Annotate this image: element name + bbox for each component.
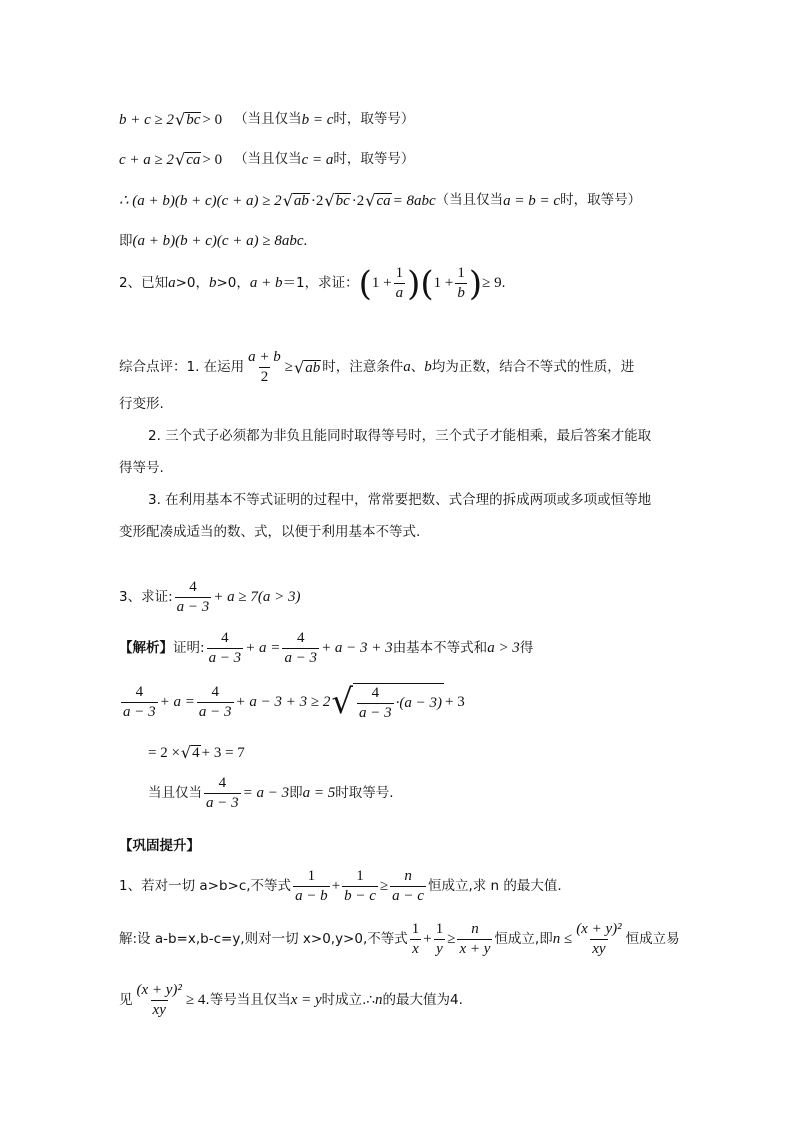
- solution-line-1: [119, 631, 533, 666]
- fraction: $\frac{4}{a - 3}$: [359, 685, 392, 721]
- plus: +: [423, 931, 432, 947]
- fraction: $\frac{1}{a}$: [395, 265, 404, 301]
- expr: (a + b)(b + c)(c + a) ≥ 8abc: [132, 233, 304, 249]
- expr-tail: > 0: [202, 111, 223, 128]
- var: a + b: [249, 275, 283, 291]
- solution-line-3: [148, 745, 245, 761]
- condition: c = a: [301, 151, 334, 168]
- comment-line-5: 3. 在利用基本不等式证明的过程中，常常要把数、式合理的拆成两项或多项或恒等地: [148, 492, 652, 508]
- plus: +: [331, 878, 341, 894]
- sqrt-bc: √ bc: [324, 191, 350, 210]
- text: 证明:: [173, 639, 205, 656]
- condition: a = 5: [302, 785, 336, 801]
- equation-line-1: [119, 112, 414, 128]
- text: 的最大值为4.: [382, 991, 463, 1008]
- sqrt-ab: √ ab: [282, 191, 309, 210]
- comment-line-4: 得等号.: [119, 460, 164, 476]
- question-2: 2、已知 a >0， b >0， a + b ＝1，求证： ( 1 + $\frac{1}{a}$ )( 1 + $\frac{1}{b}$ ) ≥ 9 .: [119, 263, 506, 304]
- expr: = a − 3: [242, 785, 290, 801]
- var: a: [168, 275, 176, 291]
- fraction: $\frac{a + b}{2}$: [248, 349, 281, 385]
- expr: + a =: [245, 640, 281, 656]
- expr: + a − 3 + 3 ≥ 2: [235, 693, 331, 710]
- comment-line-2: 行变形.: [119, 396, 164, 412]
- comment-line-3: 2. 三个式子必须都为非负且能同时取得等号时，三个式子才能相乘，最后答案才能取: [148, 428, 652, 444]
- solution-line-2: [119, 683, 465, 721]
- term: 1 +: [371, 275, 392, 291]
- fraction: $\frac{n}{a - c}$: [392, 868, 424, 904]
- ge: ≥: [447, 931, 456, 947]
- expr: ·(a − 3): [395, 695, 443, 711]
- fraction: $\frac{4}{a - 3}$: [206, 775, 239, 811]
- note: （当且仅当: [234, 111, 302, 128]
- expr: ≥ 4: [185, 992, 206, 1008]
- sqrt-ca: √ ca: [365, 191, 391, 210]
- expr: = 2 ×: [148, 744, 180, 761]
- term: 1 +: [433, 275, 454, 291]
- fraction: $\frac{4}{a - 3}$: [123, 683, 156, 720]
- condition: a > 3: [487, 640, 520, 656]
- text: >0，: [216, 274, 250, 291]
- fraction: $\frac{4}{a - 3}$: [284, 630, 318, 666]
- expr-tail: > 0: [202, 151, 223, 168]
- ge: ≥: [379, 878, 389, 894]
- text: .等号当且仅当: [205, 991, 291, 1008]
- fraction: $\frac{4}{a - 3}$: [198, 683, 232, 720]
- comment-line-1: [119, 350, 634, 385]
- text: >0，: [175, 274, 209, 291]
- text: 均为正数，结合不等式的性质，进: [431, 358, 635, 375]
- fraction: $\frac{\text{(x + y)²}}{xy}$: [136, 982, 182, 1018]
- expr: n ≤: [552, 931, 573, 947]
- note-end: 时，取等号）: [333, 151, 415, 168]
- expr: + a − 3 + 3: [321, 640, 393, 656]
- problem-1-solution: [119, 922, 680, 957]
- fraction: $\frac{1}{b}$: [457, 265, 465, 301]
- equation-line-4: [119, 234, 307, 249]
- ge: ≥: [284, 359, 294, 375]
- prefix: 即: [119, 232, 133, 249]
- period: .: [501, 275, 506, 291]
- fraction: $\frac{\text{(x + y)²}}{xy}$: [576, 921, 622, 957]
- expr: c + a ≥ 2: [119, 151, 175, 168]
- sqrt: √ ab: [294, 357, 321, 377]
- var: b: [424, 359, 432, 375]
- equation-line-3: [119, 193, 641, 209]
- rhs: ≥ 9: [482, 275, 502, 291]
- dot: ·2: [351, 192, 365, 209]
- text: 综合点评：1. 在运用: [119, 358, 245, 375]
- sqrt: √ $\frac{4}{a - 3}$ ·(a − 3): [331, 682, 443, 722]
- fraction: $\frac{1}{y}$: [435, 921, 444, 957]
- question-label: 3、求证:: [119, 588, 173, 605]
- fraction: $\frac{n}{x + y}$: [459, 921, 491, 957]
- text: 由基本不等式和: [392, 639, 488, 656]
- solution-line-4: [148, 776, 394, 811]
- question-label: 2、已知: [119, 274, 169, 291]
- text: 得: [519, 639, 534, 656]
- text: 恒成立,求 n 的最大值.: [427, 877, 562, 894]
- expr: + 3: [445, 693, 465, 710]
- equation-line-2: [119, 152, 414, 168]
- period: .: [303, 233, 308, 249]
- question-label: 1、若对一切 a>b>c,不等式: [119, 877, 292, 894]
- fraction: $\frac{1}{b - c}$: [344, 868, 376, 904]
- sqrt: √ bc: [175, 110, 201, 129]
- expr-lead: ∴ (a + b)(b + c)(c + a) ≥ 2: [119, 192, 282, 209]
- text: 解:设 a-b=x,b-c=y,则对一切 x>0,y>0,不等式: [119, 930, 408, 947]
- sqrt: √ 4: [180, 743, 200, 762]
- question-3: [119, 580, 300, 615]
- dot: ·2: [310, 192, 324, 209]
- expr: + a =: [159, 693, 195, 710]
- fraction: $\frac{1}{x}$: [411, 921, 420, 957]
- var: b: [209, 275, 217, 291]
- fraction: $\frac{4}{a - 3}$: [176, 579, 210, 615]
- expr: + a ≥ 7(a > 3): [213, 589, 301, 605]
- text: 、: [410, 358, 425, 375]
- problem-1: [119, 869, 562, 904]
- var: a: [403, 359, 411, 375]
- var: n: [375, 992, 383, 1008]
- text: 当且仅当: [148, 784, 202, 801]
- text: ＝1，求证：: [282, 274, 359, 291]
- expr: b + c ≥ 2: [119, 111, 175, 128]
- text: 时成立.∴: [321, 991, 376, 1008]
- expr-tail: = 8abc: [392, 192, 436, 209]
- fraction: $\frac{4}{a - 3}$: [208, 630, 242, 666]
- text: 时，注意条件: [322, 358, 404, 375]
- sqrt: √ ca: [175, 150, 201, 169]
- text: 时取等号.: [335, 784, 394, 801]
- condition: b = c: [301, 111, 334, 128]
- note: （当且仅当: [234, 151, 302, 168]
- condition: x = y: [290, 992, 322, 1008]
- text: 恒成立易: [625, 930, 680, 947]
- note-end: 时，取等号）: [333, 111, 415, 128]
- solution-tag: 【解析】: [119, 639, 173, 656]
- text: 见: [119, 991, 133, 1008]
- note-end: 时，取等号）: [560, 192, 642, 209]
- fraction: $\frac{1}{a - b}$: [295, 868, 328, 904]
- expr: + 3 = 7: [201, 744, 245, 761]
- section-title: 【巩固提升】: [119, 838, 200, 854]
- condition: a = b = c: [503, 192, 561, 209]
- note: （当且仅当: [435, 192, 504, 209]
- text: 恒成立,即: [494, 930, 553, 947]
- problem-1-conclusion: [119, 983, 463, 1018]
- text: 即: [289, 784, 303, 801]
- comment-line-6: 变形配凑成适当的数、式，以便于利用基本不等式.: [119, 524, 421, 540]
